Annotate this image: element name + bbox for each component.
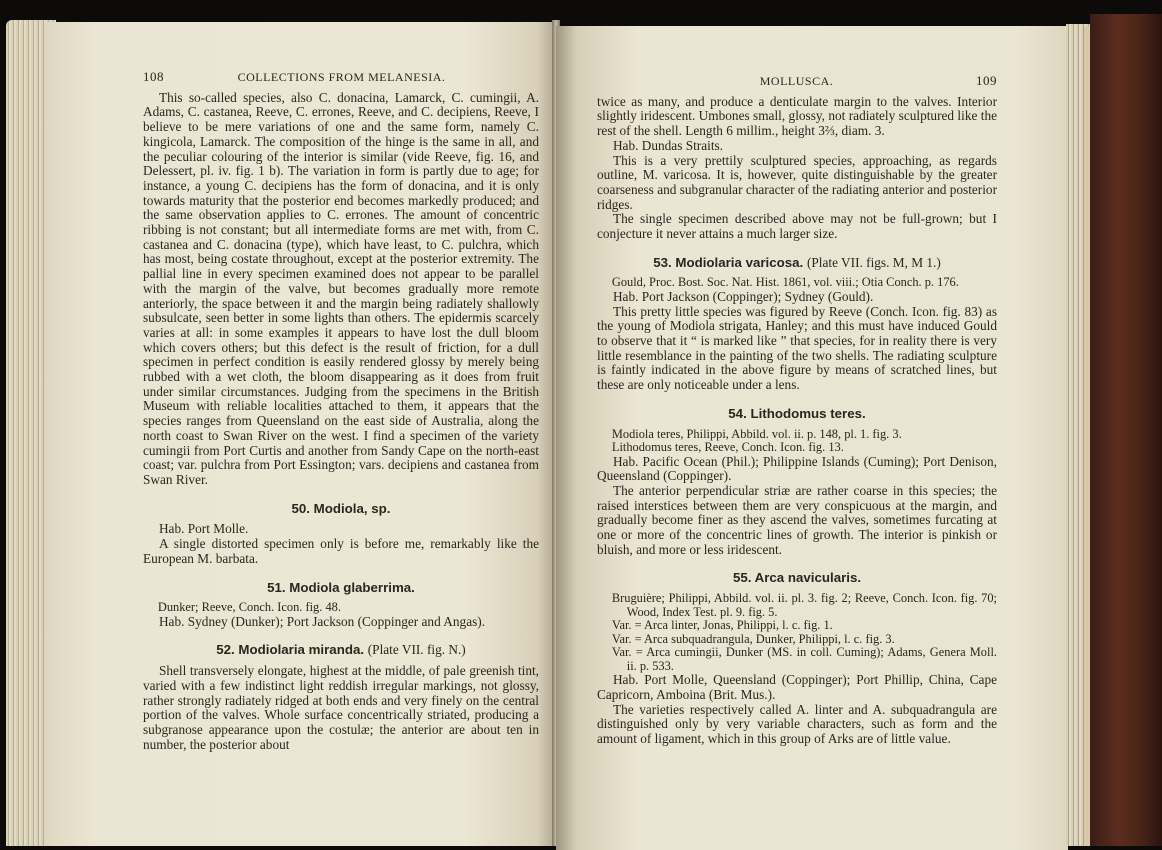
left-running-head xyxy=(143,70,539,85)
species-55-synonymy-3: Var. = Arca subquadrangula, Dunker, Philippi, l. c. fig. 3. xyxy=(611,631,895,646)
species-54-heading: 54. Lithodomus teres. xyxy=(728,405,866,421)
species-52-remark-1: This is a very prettily sculptured species, approaching, as regards outline, M. varicosa. It is, however, quite distinguishable by the greater coarseness and subgranular character of the radiating anterior and posterior ridges. xyxy=(597,152,997,212)
species-52-description: Shell transversely elongate, highest at the middle, of pale greenish tint, varied with a few indistinct light reddish irregular markings, not glossy, rather strongly radiately ridged at both ends and very finely on the central portion of the valves. Whole surface concentrically striated, producing a subgranose appearance upon the costulæ; the anterior are about ten in number, the posterior about xyxy=(143,663,539,752)
right-running-title: MOLLUSCA. xyxy=(759,74,834,88)
species-53-text: This pretty little species was figured by Reeve (Conch. Icon. fig. 83) as the young of Modiola strigata, Hanley; and this must have induced Gould to observe that it “ is marked like ” that species, for in reality there is very little resemblance in the painting of the two shells. The radiating sculpture is faintly indicated in the above figure by means of scratched lines, but these are only noticeable under a lens. xyxy=(597,303,997,393)
species-54-synonymy-1: Modiola teres, Philippi, Abbild. vol. ii. p. 148, pl. 1. fig. 3. xyxy=(611,426,902,441)
species-51-heading: 51. Modiola glaberrima. xyxy=(267,579,415,595)
species-53-plate-ref: (Plate VII. figs. M, M 1.) xyxy=(806,254,941,270)
species-51-habitat: Hab. Sydney (Dunker); Port Jackson (Coppinger and Angas). xyxy=(158,613,486,629)
species-52-title: 52. Modiolaria miranda. xyxy=(216,642,365,658)
species-52-continuation: twice as many, and produce a denticulate margin to the valves. Interior slightly iridescent. Umbones small, glossy, not radiately sculptured like the rest of the shell. Length 6 millim., height 3⅔, diam. 3. xyxy=(597,93,997,139)
species-55-habitat: Hab. Port Molle, Queensland (Coppinger); Port Phillip, China, Cape Capricorn, Amboina (Brit. Mus.). xyxy=(597,672,997,702)
left-page-text xyxy=(143,70,539,752)
species-55-text: The varieties respectively called A. linter and A. subquadrangula are distinguished only by very variable characters, such as form and the amount of ligament, which in this group of Arks are of little value. xyxy=(597,701,997,746)
left-running-title: COLLECTIONS FROM MELANESIA. xyxy=(237,70,446,84)
species-55-synonymy-4: Var. = Arca cumingii, Dunker (MS. in coll. Cuming); Adams, Genera Moll. ii. p. 533. xyxy=(611,645,997,673)
species-54-habitat: Hab. Pacific Ocean (Phil.); Philippine Islands (Cuming); Port Denison, Queensland (Coppinger). xyxy=(597,453,997,484)
species-55-synonymy-1: Bruguière; Philippi, Abbild. vol. ii. pl. 3. fig. 2; Reeve, Conch. Icon. fig. 70; Wood, Index Test. pl. 9. fig. 5. xyxy=(611,591,997,619)
species-51-synonymy: Dunker; Reeve, Conch. Icon. fig. 48. xyxy=(157,600,341,615)
species-50-text: A single distorted specimen only is before me, remarkably like the European M. barbata. xyxy=(143,536,539,566)
species-50-heading: 50. Modiola, sp. xyxy=(291,500,391,516)
right-running-head xyxy=(597,74,997,89)
intro-paragraph: This so-called species, also C. donacina, Lamarck, C. cumingii, A. Adams, C. castanea, Reeve, C. errones, Reeve, and C. decipiens, Reeve, I believe to be mere variations of one and the same form, namely C. kingicola, Lamarck. The composition of the hinge is the same in all, and the peculiar colouring of the interior is similar (vide Reeve, fig. 16, and Delessert, pl. iv. fig. 1 b). The variation in form is partly due to age; for instance, a young C. decipiens has the form of donacina, and it is only towards maturity that the posterior end becomes markedly produced; and the same observation applies to C. errones. The amount of concentric ribbing is not constant; but all intermediate forms are met with, from C. castanea and C. donacina (type), which have least, to C. pulchra, which has most, being costate throughout, except at the posterior extremity. The pallial line in every specimen examined does not appear to be parallel with the margin of the valve, but becomes gradually more remote anteriorly, the space between it and the margin being radiately shallowly subsulcate, seen better in some lights than others. The epidermis scarcely varies at all: in some examples it appears to have lost the dull bloom which covers others; but this defect is the result of friction, for a dull specimen in perfect condition is easily rendered glossy by merely being rubbed with a wet cloth, the bloom disappearing as it does from fruit under similar circumstances. Judging from the specimens in the British Museum with reliable localities attached to them, it appears that the species ranges from Queensland on the east side of Australia, along the north coast to Swan River on the west. I find a specimen of the variety cumingii from Port Curtis and another from Sandy Cape on the north-east coast; var. pulchra from Port Essington; vars. decipiens and castanea from Swan River. xyxy=(143,89,539,487)
species-54-synonymy-2: Lithodomus teres, Reeve, Conch. Icon. fig. 13. xyxy=(611,440,844,455)
species-55-heading: 55. Arca navicularis. xyxy=(732,570,862,586)
species-53-heading xyxy=(597,256,997,271)
species-52-habitat: Hab. Dundas Straits. xyxy=(612,137,724,153)
left-page-number: 108 xyxy=(143,69,164,84)
species-53-title: 53. Modiolaria varicosa. xyxy=(653,254,804,270)
right-page-text xyxy=(597,74,997,747)
species-53-habitat: Hab. Port Jackson (Coppinger); Sydney (Gould). xyxy=(612,288,874,304)
species-52-heading xyxy=(143,643,539,658)
species-50-habitat: Hab. Port Molle. xyxy=(158,521,249,537)
species-55-synonymy-2: Var. = Arca linter, Jonas, Philippi, l. c. fig. 1. xyxy=(611,618,833,633)
book-cover xyxy=(1090,14,1162,846)
right-page-number: 109 xyxy=(975,73,997,88)
species-53-synonymy: Gould, Proc. Bost. Soc. Nat. Hist. 1861, vol. viii.; Otia Conch. p. 176. xyxy=(611,275,959,290)
species-52-plate-ref: (Plate VII. fig. N.) xyxy=(367,642,466,658)
species-52-remark-2: The single specimen described above may not be full-grown; but I conjecture it never attains a much larger size. xyxy=(597,211,997,242)
species-54-text: The anterior perpendicular striæ are rather coarse in this species; the raised interstices between them are very conspicuous at the margin, and gradually become finer as they ascend the valves, sometimes furcating at one or more of the concentric lines of growth. The interior is pinkish or bluish, and more or less iridescent. xyxy=(597,482,997,557)
